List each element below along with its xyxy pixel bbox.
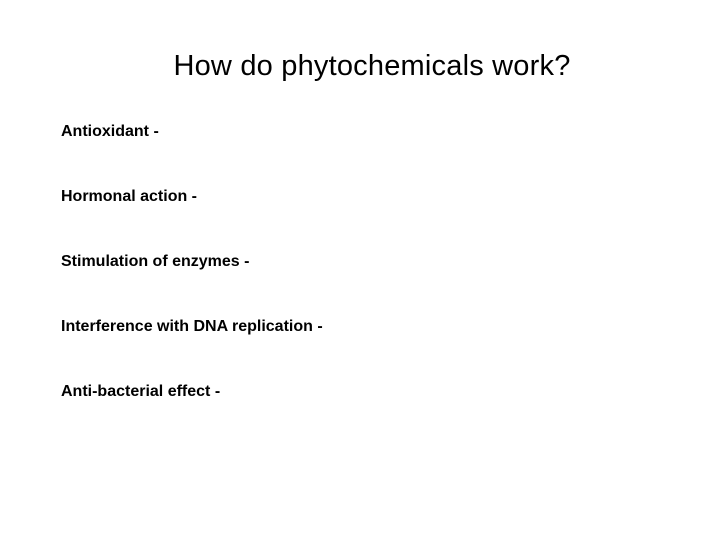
list-item-antioxidant: Antioxidant -	[61, 123, 159, 140]
list-item-hormonal-action: Hormonal action -	[61, 188, 198, 205]
slide-title: How do phytochemicals work?	[173, 50, 571, 82]
mechanism-list	[61, 122, 323, 447]
list-item-dna-interference: Interference with DNA replication -	[61, 318, 323, 335]
list-item-enzyme-stimulation: Stimulation of enzymes -	[61, 253, 250, 270]
list-item-anti-bacterial: Anti-bacterial effect -	[61, 383, 221, 400]
